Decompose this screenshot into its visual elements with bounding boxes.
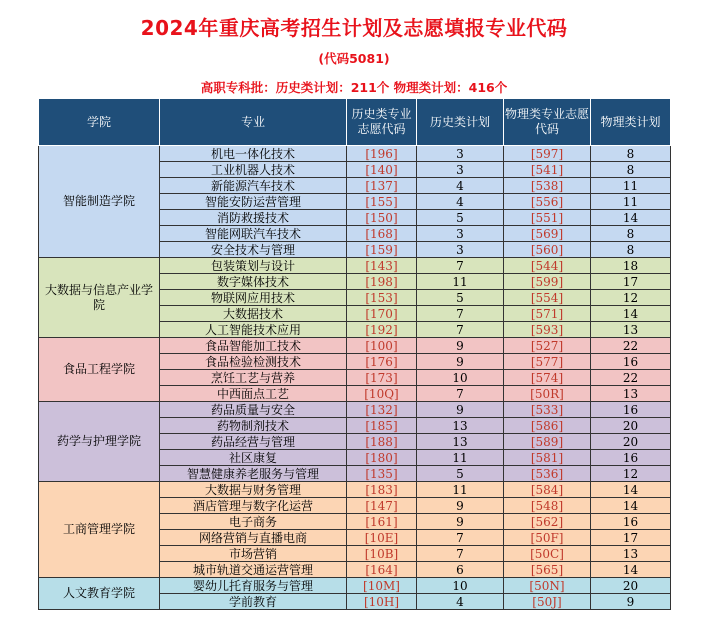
history-code-cell: [161] (347, 514, 417, 530)
major-cell: 大数据与财务管理 (160, 482, 347, 498)
history-code-cell: [173] (347, 370, 417, 386)
plan-table (38, 98, 671, 610)
physics-code-cell: [577] (504, 354, 591, 370)
major-cell: 数字媒体技术 (160, 274, 347, 290)
physics-code-cell: [50R] (504, 386, 591, 402)
major-cell: 社区康复 (160, 450, 347, 466)
history-plan-cell: 7 (417, 386, 504, 402)
physics-plan-cell: 13 (591, 322, 671, 338)
major-cell: 智能网联汽车技术 (160, 226, 347, 242)
history-plan-cell: 3 (417, 162, 504, 178)
table-row (39, 338, 671, 354)
history-plan-cell: 7 (417, 546, 504, 562)
history-code-cell: [153] (347, 290, 417, 306)
history-code-cell: [147] (347, 498, 417, 514)
history-code-cell: [183] (347, 482, 417, 498)
physics-code-cell: [538] (504, 178, 591, 194)
history-plan-cell: 7 (417, 258, 504, 274)
physics-code-cell: [569] (504, 226, 591, 242)
history-plan-cell: 9 (417, 402, 504, 418)
history-code-cell: [188] (347, 434, 417, 450)
college-name-cell: 大数据与信息产业学院 (39, 258, 160, 338)
major-cell: 电子商务 (160, 514, 347, 530)
major-cell: 消防救援技术 (160, 210, 347, 226)
header-history-code: 历史类专业志愿代码 (347, 99, 417, 146)
history-code-cell: [196] (347, 146, 417, 162)
physics-code-cell: [586] (504, 418, 591, 434)
history-code-cell: [159] (347, 242, 417, 258)
physics-plan-cell: 9 (591, 594, 671, 610)
physics-plan-cell: 13 (591, 546, 671, 562)
physics-code-cell: [527] (504, 338, 591, 354)
physics-plan-cell: 14 (591, 306, 671, 322)
physics-code-cell: [599] (504, 274, 591, 290)
history-code-cell: [192] (347, 322, 417, 338)
physics-plan-cell: 17 (591, 274, 671, 290)
major-cell: 大数据技术 (160, 306, 347, 322)
physics-code-cell: [571] (504, 306, 591, 322)
history-code-cell: [10H] (347, 594, 417, 610)
table-row (39, 258, 671, 274)
physics-plan-cell: 16 (591, 402, 671, 418)
history-plan-cell: 5 (417, 210, 504, 226)
physics-plan-cell: 14 (591, 482, 671, 498)
physics-plan-cell: 8 (591, 146, 671, 162)
physics-code-cell: [562] (504, 514, 591, 530)
major-cell: 中西面点工艺 (160, 386, 347, 402)
history-code-cell: [150] (347, 210, 417, 226)
major-cell: 药品经营与管理 (160, 434, 347, 450)
batch-plan-line: 高职专科批：历史类计划：211个 物理类计划：416个 (200, 80, 508, 95)
history-code-cell: [140] (347, 162, 417, 178)
physics-plan-cell: 17 (591, 530, 671, 546)
major-cell: 烹饪工艺与营养 (160, 370, 347, 386)
history-code-cell: [10Q] (347, 386, 417, 402)
physics-code-cell: [50N] (504, 578, 591, 594)
history-code-cell: [10M] (347, 578, 417, 594)
history-plan-cell: 3 (417, 146, 504, 162)
history-code-cell: [10B] (347, 546, 417, 562)
physics-code-cell: [593] (504, 322, 591, 338)
major-cell: 食品检验检测技术 (160, 354, 347, 370)
major-cell: 婴幼儿托育服务与管理 (160, 578, 347, 594)
table-row (39, 578, 671, 594)
physics-plan-cell: 16 (591, 514, 671, 530)
history-plan-cell: 9 (417, 498, 504, 514)
physics-plan-cell: 14 (591, 210, 671, 226)
history-code-cell: [170] (347, 306, 417, 322)
physics-code-cell: [533] (504, 402, 591, 418)
physics-plan-cell: 13 (591, 386, 671, 402)
physics-code-cell: [597] (504, 146, 591, 162)
history-plan-cell: 11 (417, 274, 504, 290)
history-plan-cell: 9 (417, 514, 504, 530)
history-plan-cell: 5 (417, 290, 504, 306)
physics-code-cell: [589] (504, 434, 591, 450)
physics-code-cell: [560] (504, 242, 591, 258)
table-row (39, 146, 671, 162)
history-plan-cell: 3 (417, 226, 504, 242)
physics-code-cell: [548] (504, 498, 591, 514)
college-name-cell: 工商管理学院 (39, 482, 160, 578)
physics-plan-cell: 8 (591, 242, 671, 258)
major-cell: 药品质量与安全 (160, 402, 347, 418)
history-plan-cell: 5 (417, 466, 504, 482)
table-row (39, 402, 671, 418)
physics-plan-cell: 20 (591, 434, 671, 450)
table-row (39, 482, 671, 498)
history-plan-cell: 9 (417, 354, 504, 370)
history-code-cell: [180] (347, 450, 417, 466)
header-major: 专业 (160, 99, 347, 146)
page-title: 2024年重庆高考招生计划及志愿填报专业代码 (140, 16, 568, 40)
physics-plan-cell: 12 (591, 466, 671, 482)
history-code-cell: [143] (347, 258, 417, 274)
physics-code-cell: [50J] (504, 594, 591, 610)
header-physics-plan: 物理类计划 (591, 99, 671, 146)
physics-plan-cell: 14 (591, 498, 671, 514)
major-cell: 安全技术与管理 (160, 242, 347, 258)
major-cell: 人工智能技术应用 (160, 322, 347, 338)
history-plan-cell: 10 (417, 578, 504, 594)
major-cell: 新能源汽车技术 (160, 178, 347, 194)
major-cell: 智慧健康养老服务与管理 (160, 466, 347, 482)
major-cell: 学前教育 (160, 594, 347, 610)
physics-plan-cell: 20 (591, 578, 671, 594)
major-cell: 城市轨道交通运营管理 (160, 562, 347, 578)
physics-code-cell: [536] (504, 466, 591, 482)
history-code-cell: [164] (347, 562, 417, 578)
major-cell: 机电一体化技术 (160, 146, 347, 162)
college-name-cell: 人文教育学院 (39, 578, 160, 610)
physics-code-cell: [50C] (504, 546, 591, 562)
history-plan-cell: 7 (417, 306, 504, 322)
physics-code-cell: [551] (504, 210, 591, 226)
school-code-line: (代码5081) (318, 51, 390, 66)
history-plan-cell: 13 (417, 418, 504, 434)
major-cell: 物联网应用技术 (160, 290, 347, 306)
history-plan-cell: 10 (417, 370, 504, 386)
physics-code-cell: [554] (504, 290, 591, 306)
history-plan-cell: 11 (417, 450, 504, 466)
major-cell: 工业机器人技术 (160, 162, 347, 178)
history-plan-cell: 6 (417, 562, 504, 578)
history-plan-cell: 11 (417, 482, 504, 498)
college-name-cell: 药学与护理学院 (39, 402, 160, 482)
header-physics-code: 物理类专业志愿代码 (504, 99, 591, 146)
major-cell: 网络营销与直播电商 (160, 530, 347, 546)
major-cell: 食品智能加工技术 (160, 338, 347, 354)
physics-plan-cell: 8 (591, 226, 671, 242)
history-code-cell: [168] (347, 226, 417, 242)
physics-code-cell: [574] (504, 370, 591, 386)
physics-plan-cell: 12 (591, 290, 671, 306)
header-history-plan: 历史类计划 (417, 99, 504, 146)
history-plan-cell: 4 (417, 194, 504, 210)
physics-plan-cell: 11 (591, 194, 671, 210)
physics-code-cell: [541] (504, 162, 591, 178)
history-code-cell: [135] (347, 466, 417, 482)
physics-plan-cell: 16 (591, 450, 671, 466)
history-code-cell: [176] (347, 354, 417, 370)
history-code-cell: [137] (347, 178, 417, 194)
history-plan-cell: 9 (417, 338, 504, 354)
physics-code-cell: [584] (504, 482, 591, 498)
history-plan-cell: 3 (417, 242, 504, 258)
physics-plan-cell: 18 (591, 258, 671, 274)
history-code-cell: [10E] (347, 530, 417, 546)
table-body (39, 146, 671, 610)
header-college: 学院 (39, 99, 160, 146)
table-header-row (39, 99, 671, 146)
history-code-cell: [198] (347, 274, 417, 290)
college-name-cell: 食品工程学院 (39, 338, 160, 402)
physics-code-cell: [50F] (504, 530, 591, 546)
history-plan-cell: 7 (417, 322, 504, 338)
history-plan-cell: 4 (417, 178, 504, 194)
physics-plan-cell: 22 (591, 370, 671, 386)
physics-plan-cell: 22 (591, 338, 671, 354)
major-cell: 药物制剂技术 (160, 418, 347, 434)
history-plan-cell: 13 (417, 434, 504, 450)
physics-code-cell: [581] (504, 450, 591, 466)
history-code-cell: [185] (347, 418, 417, 434)
history-code-cell: [155] (347, 194, 417, 210)
physics-plan-cell: 11 (591, 178, 671, 194)
major-cell: 智能安防运营管理 (160, 194, 347, 210)
history-plan-cell: 4 (417, 594, 504, 610)
major-cell: 市场营销 (160, 546, 347, 562)
history-plan-cell: 7 (417, 530, 504, 546)
physics-code-cell: [556] (504, 194, 591, 210)
physics-plan-cell: 16 (591, 354, 671, 370)
physics-plan-cell: 8 (591, 162, 671, 178)
physics-plan-cell: 14 (591, 562, 671, 578)
major-cell: 包装策划与设计 (160, 258, 347, 274)
physics-code-cell: [544] (504, 258, 591, 274)
physics-code-cell: [565] (504, 562, 591, 578)
college-name-cell: 智能制造学院 (39, 146, 160, 258)
major-cell: 酒店管理与数字化运营 (160, 498, 347, 514)
history-code-cell: [100] (347, 338, 417, 354)
history-code-cell: [132] (347, 402, 417, 418)
physics-plan-cell: 20 (591, 418, 671, 434)
